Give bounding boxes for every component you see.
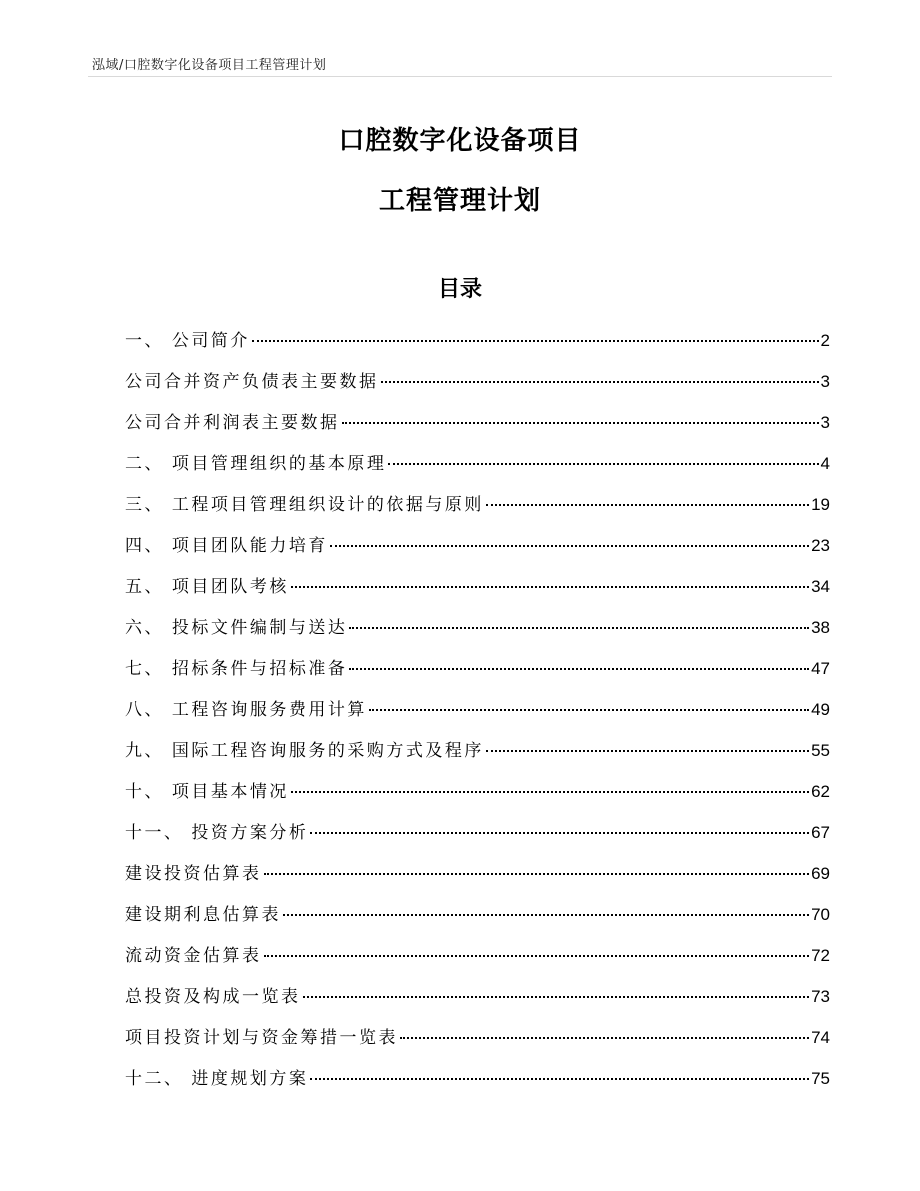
toc-entry[interactable] [125, 607, 830, 648]
toc-dot-leader [349, 668, 809, 670]
toc-entry[interactable] [125, 402, 830, 443]
toc-entry-page-number[interactable]: 2 [820, 331, 830, 350]
toc-dot-leader [252, 340, 819, 342]
toc-entry-page-number[interactable]: 73 [811, 987, 830, 1006]
toc-entry-label[interactable]: 十二、 进度规划方案 [125, 1069, 309, 1089]
toc-entry[interactable] [125, 976, 830, 1017]
toc-entry-label[interactable]: 二、 项目管理组织的基本原理 [125, 454, 387, 474]
toc-entry-page-number[interactable]: 55 [811, 741, 830, 760]
toc-entry[interactable] [125, 443, 830, 484]
toc-dot-leader [349, 627, 809, 629]
toc-entry[interactable] [125, 771, 830, 812]
toc-dot-leader [388, 463, 818, 465]
toc-entry[interactable] [125, 853, 830, 894]
toc-entry-page-number[interactable]: 34 [811, 577, 830, 596]
toc-entry[interactable] [125, 935, 830, 976]
toc-entry-label[interactable]: 一、 公司简介 [125, 331, 250, 351]
toc-entry-page-number[interactable]: 62 [811, 782, 830, 801]
toc-entry-label[interactable]: 九、 国际工程咨询服务的采购方式及程序 [125, 741, 484, 761]
toc-dot-leader [369, 709, 809, 711]
toc-entry-page-number[interactable]: 47 [811, 659, 830, 678]
toc-entry-label[interactable]: 项目投资计划与资金筹措一览表 [125, 1028, 398, 1048]
document-title-line-2: 工程管理计划 [378, 186, 541, 216]
toc-entry-label[interactable]: 八、 工程咨询服务费用计算 [125, 700, 367, 720]
toc-entry[interactable] [125, 566, 830, 607]
toc-dot-leader [342, 422, 819, 424]
toc-entry[interactable] [125, 484, 830, 525]
toc-entry-label[interactable]: 流动资金估算表 [125, 946, 262, 966]
toc-entry-page-number[interactable]: 23 [811, 536, 830, 555]
toc-dot-leader [486, 750, 809, 752]
toc-dot-leader [486, 504, 809, 506]
toc-entry[interactable] [125, 894, 830, 935]
toc-entry-page-number[interactable]: 74 [811, 1028, 830, 1047]
toc-entry-label[interactable]: 六、 投标文件编制与送达 [125, 618, 348, 638]
toc-entry[interactable] [125, 1017, 830, 1058]
toc-dot-leader [264, 955, 810, 957]
toc-entry-page-number[interactable]: 19 [811, 495, 830, 514]
toc-entry-label[interactable]: 四、 项目团队能力培育 [125, 536, 328, 556]
toc-entry-label[interactable]: 总投资及构成一览表 [125, 987, 301, 1007]
document-title-line-1: 口腔数字化设备项目 [338, 126, 582, 156]
toc-dot-leader [400, 1037, 809, 1039]
toc-entry-label[interactable]: 三、 工程项目管理组织设计的依据与原则 [125, 495, 484, 515]
toc-entry-label[interactable]: 建设期利息估算表 [125, 905, 281, 925]
toc-entry-label[interactable]: 建设投资估算表 [125, 864, 262, 884]
toc-entry[interactable] [125, 361, 830, 402]
toc-entry-label[interactable]: 七、 招标条件与招标准备 [125, 659, 348, 679]
toc-dot-leader [291, 791, 809, 793]
toc-entry[interactable] [125, 648, 830, 689]
toc-entry[interactable] [125, 525, 830, 566]
toc-entry-page-number[interactable]: 75 [811, 1069, 830, 1088]
toc-dot-leader [310, 1078, 809, 1080]
running-header: 泓域/口腔数字化设备项目工程管理计划 [92, 58, 327, 73]
toc-entry-label[interactable]: 十一、 投资方案分析 [125, 823, 309, 843]
toc-entry-page-number[interactable]: 4 [820, 454, 830, 473]
toc-dot-leader [303, 996, 810, 998]
toc-entry-label[interactable]: 公司合并资产负债表主要数据 [125, 372, 379, 392]
toc-dot-leader [291, 586, 809, 588]
toc-dot-leader [310, 832, 809, 834]
toc-entry-label[interactable]: 五、 项目团队考核 [125, 577, 289, 597]
toc-entry-page-number[interactable]: 3 [820, 372, 830, 391]
toc-entry-label[interactable]: 公司合并利润表主要数据 [125, 413, 340, 433]
toc-dot-leader [283, 914, 809, 916]
toc-entry-page-number[interactable]: 3 [820, 413, 830, 432]
toc-entry-label[interactable]: 十、 项目基本情况 [125, 782, 289, 802]
toc-entry[interactable] [125, 812, 830, 853]
toc-entry[interactable] [125, 689, 830, 730]
toc-dot-leader [330, 545, 809, 547]
table-of-contents [125, 320, 830, 1099]
toc-dot-leader [381, 381, 819, 383]
header-divider [88, 76, 832, 77]
toc-entry-page-number[interactable]: 69 [811, 864, 830, 883]
toc-entry-page-number[interactable]: 70 [811, 905, 830, 924]
toc-dot-leader [264, 873, 810, 875]
toc-entry[interactable] [125, 730, 830, 771]
toc-entry[interactable] [125, 1058, 830, 1099]
toc-entry-page-number[interactable]: 67 [811, 823, 830, 842]
toc-entry-page-number[interactable]: 49 [811, 700, 830, 719]
toc-entry-page-number[interactable]: 38 [811, 618, 830, 637]
toc-heading: 目录 [437, 277, 482, 302]
toc-entry-page-number[interactable]: 72 [811, 946, 830, 965]
toc-entry[interactable] [125, 320, 830, 361]
